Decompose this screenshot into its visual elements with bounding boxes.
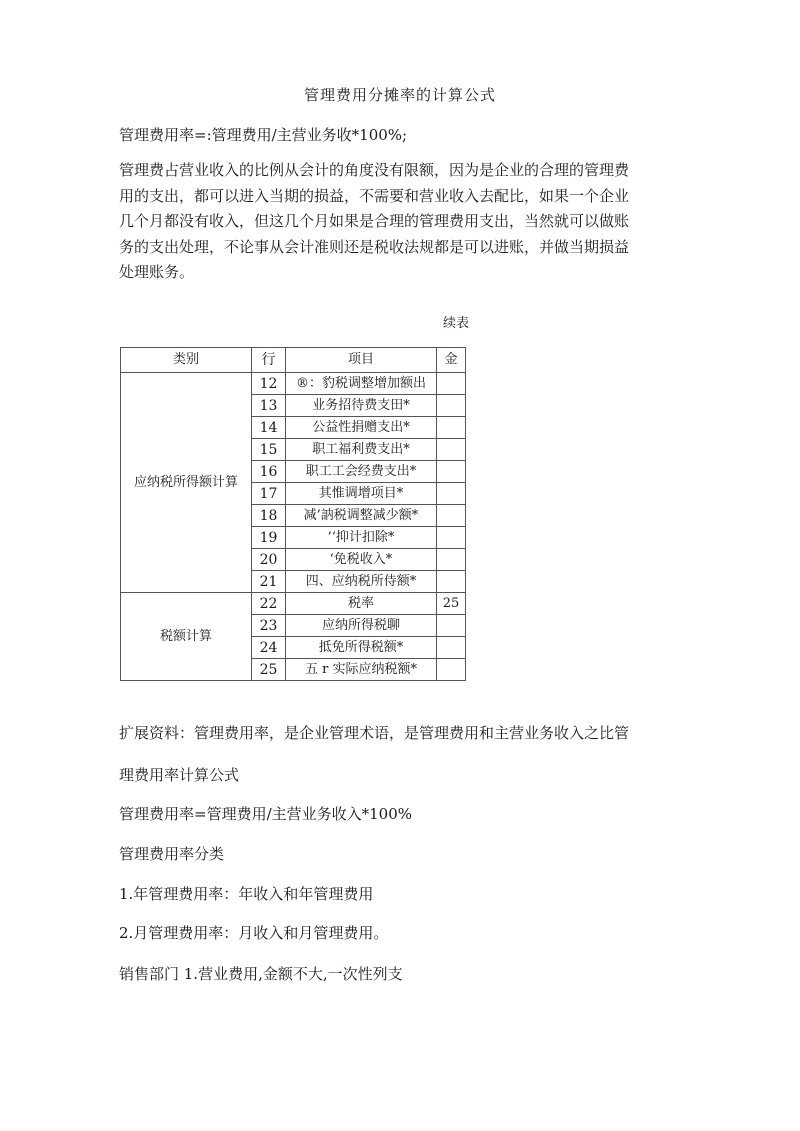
header-category: 类别: [121, 348, 252, 373]
table-row: [121, 593, 466, 615]
row-amount: [437, 461, 466, 483]
header-row-no: 行: [252, 348, 286, 373]
category-taxable-income: 应纳税所得额计算: [121, 373, 252, 593]
row-number: 19: [252, 527, 286, 549]
row-amount: [437, 549, 466, 571]
header-item: 项目: [286, 348, 437, 373]
row-item: 职工福利费支出*: [286, 439, 437, 461]
row-number: 18: [252, 505, 286, 527]
extended-formula-heading: 理费用率计算公式: [119, 766, 240, 784]
continued-label: 续表: [443, 316, 470, 331]
paragraph-line: 几个月都没有收入，但这几个月如果是合理的管理费用支出，当然就可以做账: [119, 212, 630, 230]
row-number: 13: [252, 395, 286, 417]
row-item: 应纳所得税聊: [286, 615, 437, 637]
row-number: 16: [252, 461, 286, 483]
row-item: 职工工会经费支出*: [286, 461, 437, 483]
category-tax-amount: 税额计算: [121, 593, 252, 681]
tax-table: [120, 347, 466, 681]
table-header-row: [121, 348, 466, 373]
row-item: 其惟调增项目*: [286, 483, 437, 505]
row-amount: 25: [437, 593, 466, 615]
row-amount: [437, 505, 466, 527]
row-amount: [437, 659, 466, 681]
row-amount: [437, 483, 466, 505]
paragraph-line: 处理账务。: [119, 263, 195, 281]
row-item: 减’訥税调整减少额*: [286, 505, 437, 527]
classification-item-monthly: 2.月管理费用率：月收入和月管理费用。: [119, 924, 389, 942]
row-amount: [437, 395, 466, 417]
row-number: 25: [252, 659, 286, 681]
paragraph-line: 用的支出，都可以进入当期的损益，不需要和营业收入去配比，如果一个企业: [119, 186, 630, 205]
formula-line: 管理费用率=:管理费用/主营业务收*100%;: [119, 126, 408, 144]
row-item: 五 r 实际应纳税额*: [286, 659, 437, 681]
row-amount: [437, 439, 466, 461]
row-number: 22: [252, 593, 286, 615]
row-item: ®：豹税调整增加额出: [286, 373, 437, 395]
row-amount: [437, 637, 466, 659]
row-item: 税率: [286, 593, 437, 615]
row-item: 抵免所得税额*: [286, 637, 437, 659]
classification-item-annual: 1.年管理费用率：年收入和年管理费用: [119, 885, 374, 903]
row-number: 24: [252, 637, 286, 659]
row-item: ‘免税收入*: [286, 549, 437, 571]
row-number: 14: [252, 417, 286, 439]
paragraph-line: 管理费占营业收入的比例从会计的角度没有限额，因为是企业的合理的管理费: [119, 161, 630, 179]
sales-dept-line: 销售部门 1.营业费用,金额不大,一次性列支: [119, 965, 403, 983]
extended-formula: 管理费用率=管理费用/主营业务收入*100%: [119, 805, 413, 823]
row-amount: [437, 527, 466, 549]
row-item: 业务招待费支田*: [286, 395, 437, 417]
row-item: 四、应纳税所侍额*: [286, 571, 437, 593]
intro-paragraph: [119, 158, 679, 286]
row-number: 23: [252, 615, 286, 637]
row-number: 12: [252, 373, 286, 395]
row-number: 15: [252, 439, 286, 461]
row-number: 17: [252, 483, 286, 505]
row-amount: [437, 373, 466, 395]
paragraph-line: 务的支出处理，不论事从会计准则还是税收法规都是可以进账，并做当期损益: [119, 237, 630, 256]
row-number: 21: [252, 571, 286, 593]
classification-heading: 管理费用率分类: [119, 845, 225, 863]
row-amount: [437, 571, 466, 593]
row-amount: [437, 417, 466, 439]
extended-info-line: 扩展资料：管理费用率，是企业管理术语，是管理费用和主营业务收入之比管: [119, 724, 630, 742]
row-item: ’‘抑计扣除*: [286, 527, 437, 549]
page-title: 管理费用分摊率的计算公式: [303, 86, 496, 104]
row-item: 公益性捐赠支出*: [286, 417, 437, 439]
header-amount: 金: [437, 348, 466, 373]
row-number: 20: [252, 549, 286, 571]
table-row: [121, 373, 466, 395]
row-amount: [437, 615, 466, 637]
